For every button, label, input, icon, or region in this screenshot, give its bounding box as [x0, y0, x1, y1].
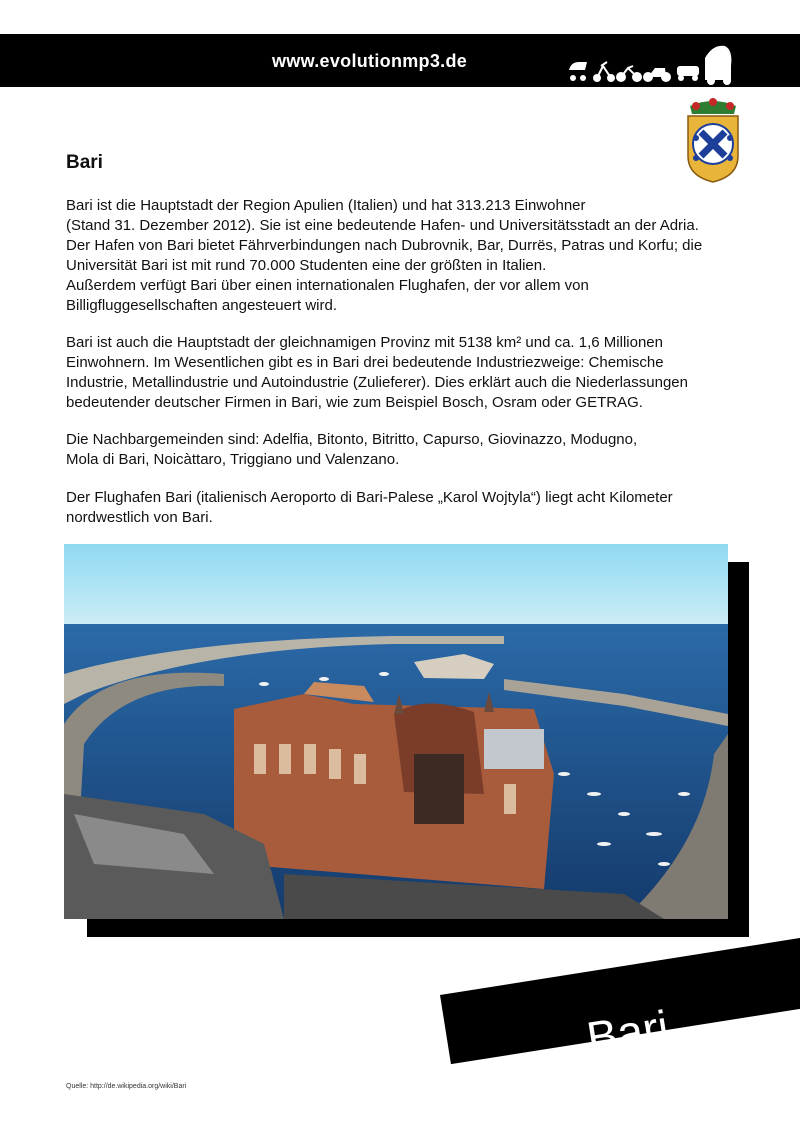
- article-title: Bari: [66, 152, 103, 173]
- article-paragraph: Bari ist auch die Hauptstadt der gleichnamigen Provinz mit 5138 km² und ca. 1,6 Millionen Einwohnern. Im Wesentlichen gibt es in Bari drei bedeutende Industriezweige: Chemische Industrie, Metallindustrie und Autoindustrie (Zulieferer). Dies erklärt auch die Niederlassungen bedeutender deutscher Firmen in Bari, wie zum Beispiel Bosch, Osram oder GETRAG.: [66, 334, 688, 411]
- vehicle-silhouettes-icon: [565, 36, 735, 86]
- header-bar: [0, 34, 800, 87]
- banner-label: Bari: [583, 1000, 673, 1065]
- article-paragraph: Die Nachbargemeinden sind: Adelfia, Bitonto, Bitritto, Capurso, Giovinazzo, Modugno, Mola di Bari, Noicàttaro, Triggiano und Valenzano.: [66, 431, 638, 468]
- source-note: Quelle: http://de.wikipedia.org/wiki/Bari: [66, 1083, 187, 1090]
- article-paragraph: Der Flughafen Bari (italienisch Aeroporto di Bari-Palese „Karol Wojtyla“) liegt acht Kilometer nordwestlich von Bari.: [66, 489, 673, 526]
- coat-of-arms-icon: [680, 96, 746, 184]
- site-url[interactable]: www.evolutionmp3.de: [272, 51, 468, 71]
- bari-harbor-photo: [64, 544, 728, 919]
- article-paragraph: Bari ist die Hauptstadt der Region Apulien (Italien) und hat 313.213 Einwohner (Stand 31. Dezember 2012). Sie ist eine bedeutende Hafen- und Universitätsstadt an der Adria. Der Hafen von Bari bietet Fährverbindungen nach Dubrovnik, Bar, Durrës, Patras und Korfu; die Universität Bari ist mit rund 70.000 Studenten eine der größten in Italien. Außerdem verfügt Bari über einen internationalen Flughafen, der vor allem von Billigfluggesellschaften angesteuert wird.: [66, 197, 703, 314]
